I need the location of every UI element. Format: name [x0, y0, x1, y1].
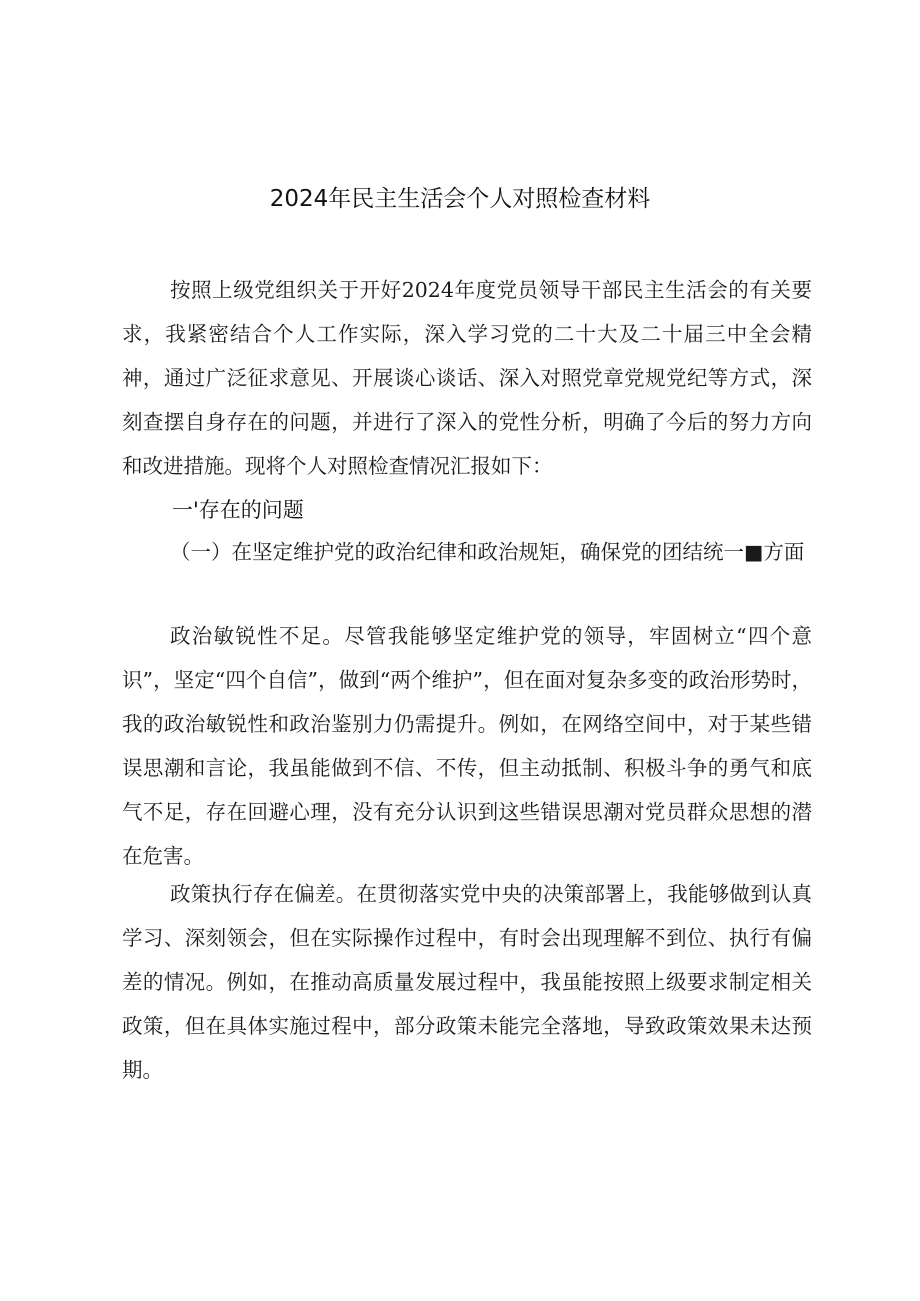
paragraph-political-sensitivity: 政治敏锐性不足。尽管我能够坚定维护党的领导，牢固树立“四个意识”，坚定“四个自信”，做到“两个维护”，但在面对复杂多变的政治形势时，我的政治敏锐性和政治鉴别力仍需提升。例如，在网络空间中，对于某些错误思潮和言论，我虽能做到不信、不传，但主动抵制、积极斗争的勇气和底气不足，存在回避心理，没有充分认识到这些错误思潮对党员群众思想的潜在危害。 — [122, 624, 812, 868]
subsection-heading-political-discipline: （一）在坚定维护党的政治纪律和政治规矩，确保党的团结统一■方面 — [170, 540, 805, 564]
intro-paragraph: 按照上级党组织关于开好2024年度党员领导干部民主生活会的有关要求，我紧密结合个人工作实际，深入学习党的二十大及二十届三中全会精神，通过广泛征求意见、开展谈心谈话、深入对照党章党规党纪等方式，深刻查摆自身存在的问题，并进行了深入的党性分析，明确了今后的努力方向和改进措施。现将个人对照检查情况汇报如下： — [122, 278, 812, 478]
paragraph-policy-execution: 政策执行存在偏差。在贯彻落实党中央的决策部署上，我能够做到认真学习、深刻领会，但在实际操作过程中，有时会出现理解不到位、执行有偏差的情况。例如，在推动高质量发展过程中，我虽能按照上级要求制定相关政策，但在具体实施过程中，部分政策未能完全落地，导致政策效果未达预期。 — [122, 882, 812, 1082]
section-heading-problems: 一'存在的问题 — [172, 498, 304, 522]
document-title: 2024年民主生活会个人对照检查材料 — [269, 186, 651, 212]
